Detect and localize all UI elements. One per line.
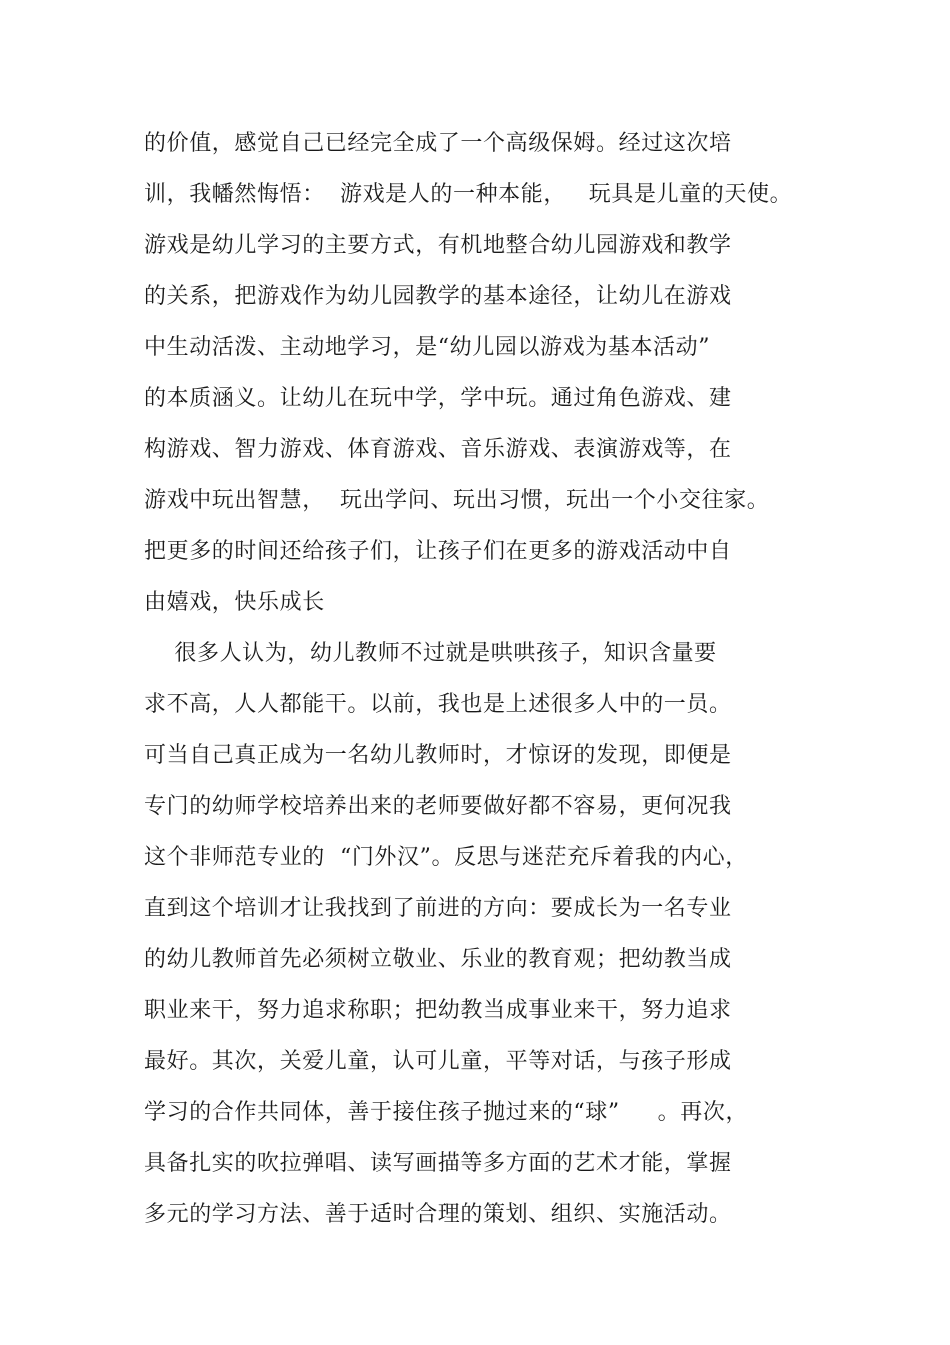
text-line: 学习的合作共同体，善于接住孩子抛过来的“球” 。再次，: [144, 1100, 749, 1125]
text-line: 的本质涵义。让幼儿在玩中学，学中玩。通过角色游戏、建: [144, 386, 732, 411]
text-line: 职业来干，努力追求称职；把幼教当成事业来干，努力追求: [144, 998, 732, 1023]
text-line: 可当自己真正成为一名幼儿教师时，才惊讶的发现，即便是: [144, 743, 732, 768]
text-line: 中生动活泼、主动地学习，是“幼儿园以游戏为基本活动”: [144, 335, 711, 360]
text-line: 游戏是幼儿学习的主要方式，有机地整合幼儿园游戏和教学: [144, 233, 732, 258]
text-line: 训，我幡然悔悟： 游戏是人的一种本能， 玩具是儿童的天使。: [144, 182, 793, 207]
text-line: 游戏中玩出智慧， 玩出学问、玩出习惯，玩出一个小交往家。: [144, 488, 770, 513]
text-line: 很多人认为，幼儿教师不过就是哄哄孩子，知识含量要: [144, 641, 717, 666]
text-line: 直到这个培训才让我找到了前进的方向：要成长为一名专业: [144, 896, 732, 921]
text-line: 最好。其次，关爱儿童，认可儿童，平等对话，与孩子形成: [144, 1049, 732, 1074]
text-line: 多元的学习方法、善于适时合理的策划、组织、实施活动。: [144, 1202, 732, 1227]
text-line: 的价值，感觉自己已经完全成了一个高级保姆。经过这次培: [144, 131, 732, 156]
text-line: 专门的幼师学校培养出来的老师要做好都不容易，更何况我: [144, 794, 732, 819]
text-line: 构游戏、智力游戏、体育游戏、音乐游戏、表演游戏等，在: [144, 437, 732, 462]
text-line: 把更多的时间还给孩子们，让孩子们在更多的游戏活动中自: [144, 539, 732, 564]
text-line: 求不高，人人都能干。以前，我也是上述很多人中的一员。: [144, 692, 732, 717]
body-text: [144, 118, 794, 1240]
text-line: 由嬉戏，快乐成长: [144, 590, 325, 615]
text-line: 这个非师范专业的 “门外汉”。反思与迷茫充斥着我的内心，: [144, 845, 748, 870]
text-line: 的幼儿教师首先必须树立敬业、乐业的教育观；把幼教当成: [144, 947, 732, 972]
text-line: 具备扎实的吹拉弹唱、读写画描等多方面的艺术才能，掌握: [144, 1151, 732, 1176]
text-line: 的关系，把游戏作为幼儿园教学的基本途径，让幼儿在游戏: [144, 284, 732, 309]
